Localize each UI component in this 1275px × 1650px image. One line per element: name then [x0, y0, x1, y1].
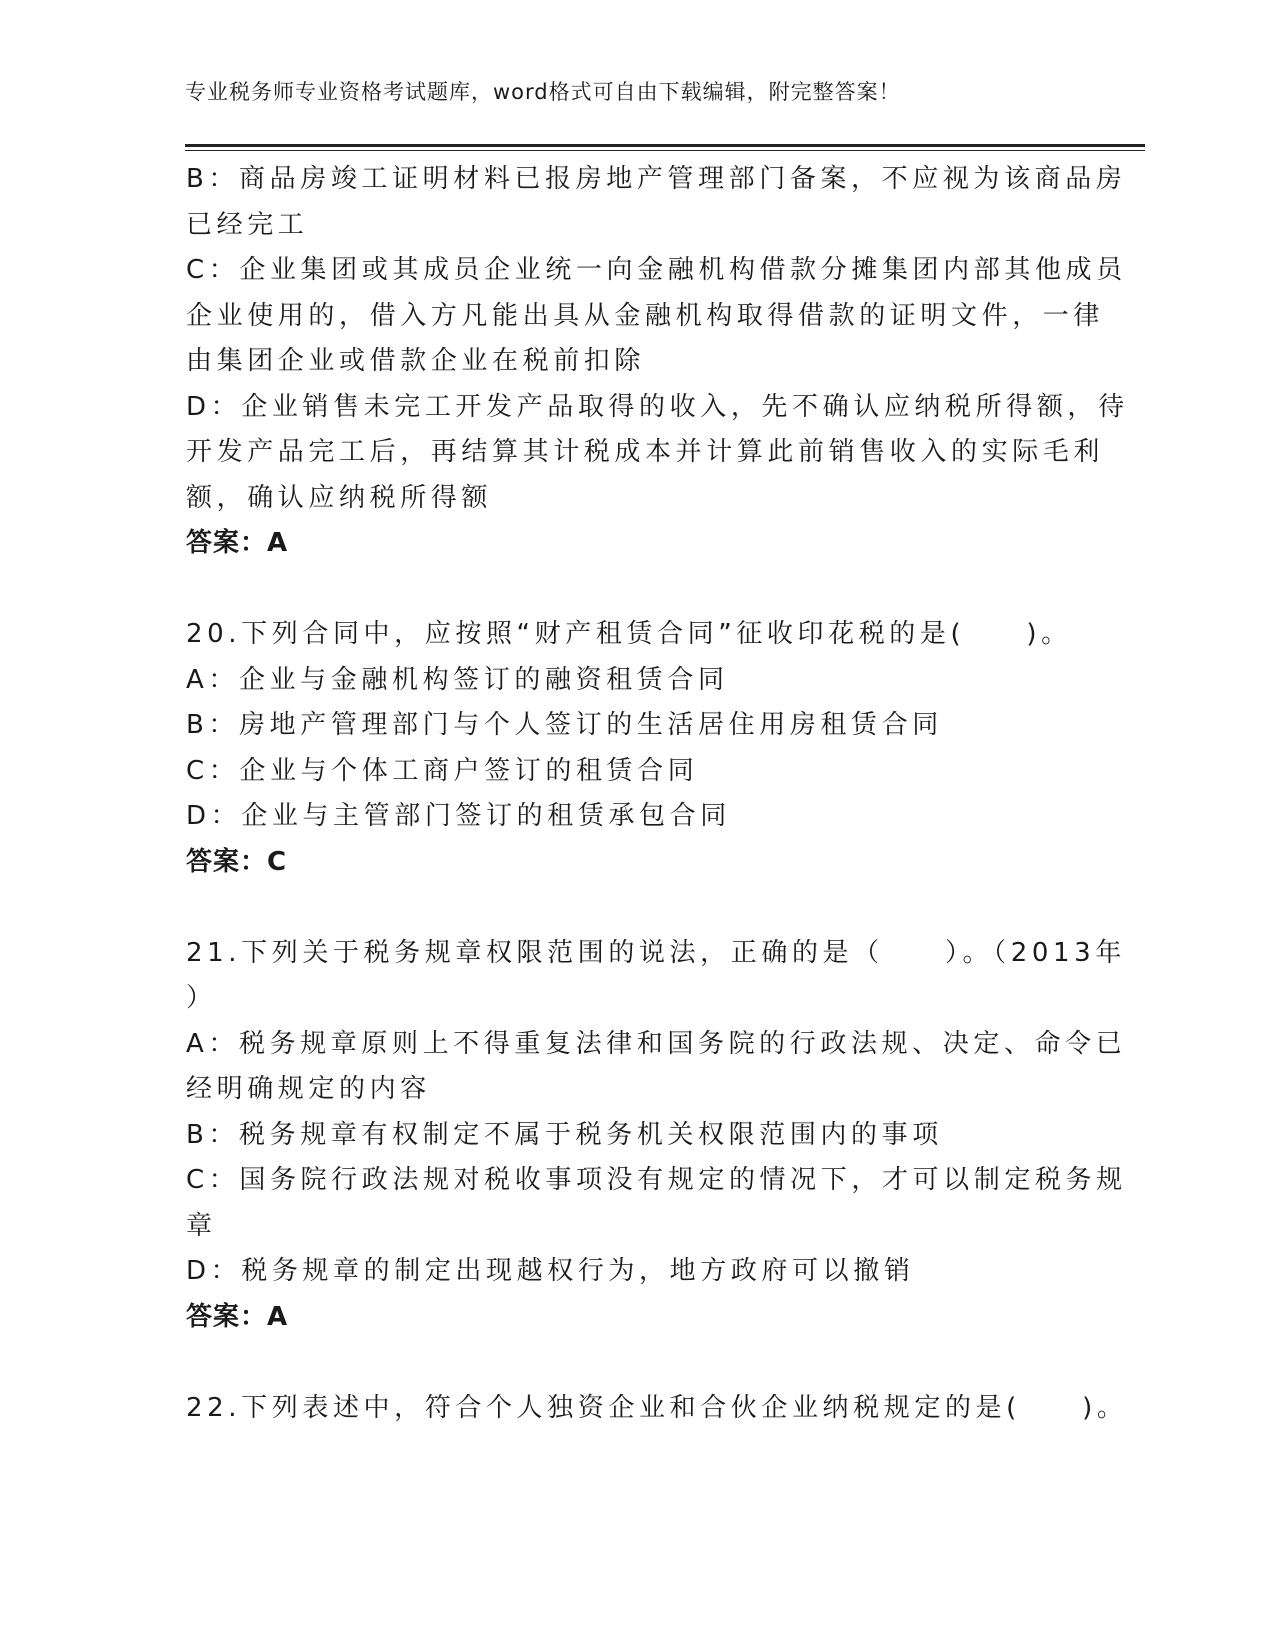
option-line: 开发产品完工后，再结算其计税成本并计算此前销售收入的实际毛利 — [186, 437, 1105, 467]
option-line: 经明确规定的内容 — [186, 1074, 431, 1104]
answer-line: 答案：C — [186, 846, 288, 877]
option-line: C：企业集团或其成员企业统一向金融机构借款分摊集团内部其他成员 — [186, 255, 1127, 285]
answer-line: 答案：A — [186, 1301, 289, 1332]
question-block — [186, 157, 1129, 567]
header-divider — [185, 144, 1145, 147]
option-line: C：企业与个体工商户签订的租赁合同 — [186, 755, 699, 786]
option-line: 企业使用的，借入方凡能出具从金融机构取得借款的证明文件，一律 — [186, 300, 1105, 331]
answer-line: 答案：A — [186, 528, 289, 558]
option-line: A：企业与金融机构签订的融资租赁合同 — [186, 664, 729, 695]
option-line: C：国务院行政法规对税收事项没有规定的情况下，才可以制定税务规 — [186, 1165, 1127, 1195]
option-line: D：企业销售未完工开发产品取得的收入，先不确认应纳税所得额，待 — [186, 391, 1129, 422]
option-line: D：企业与主管部门签订的租赁承包合同 — [186, 801, 731, 831]
spacer — [186, 567, 1066, 613]
question-block — [186, 931, 1127, 1341]
option-line: 由集团企业或借款企业在税前扣除 — [186, 346, 646, 376]
header-divider-thin — [185, 150, 1145, 151]
question-stem: ） — [186, 983, 217, 1013]
option-line: 已经完工 — [186, 209, 309, 240]
spacer — [186, 885, 1066, 931]
question-stem: 20.下列合同中，应按照“财产租赁合同”征收印花税的是( )。 — [186, 619, 1072, 649]
question-stem: 22.下列表述中，符合个人独资企业和合伙企业纳税规定的是( )。 — [186, 1392, 1128, 1423]
question-block — [186, 1386, 1128, 1432]
option-line: 额，确认应纳税所得额 — [186, 482, 493, 513]
option-line: A：税务规章原则上不得重复法律和国务院的行政法规、决定、命令已 — [186, 1028, 1127, 1059]
spacer — [186, 1340, 1066, 1386]
option-line: D：税务规章的制定出现越权行为，地方政府可以撤销 — [186, 1256, 915, 1286]
option-line: B：商品房竣工证明材料已报房地产管理部门备案，不应视为该商品房 — [186, 164, 1127, 194]
option-line: B：房地产管理部门与个人签订的生活居住用房租赁合同 — [186, 710, 943, 740]
page-header: 专业税务师专业资格考试题库，word格式可自由下载编辑，附完整答案！ — [185, 80, 901, 104]
document-body — [186, 157, 1129, 1431]
option-line: 章 — [186, 1210, 217, 1241]
question-block — [186, 612, 1072, 885]
question-stem: 21.下列关于税务规章权限范围的说法，正确的是（ ）。（2013年 — [186, 937, 1126, 968]
option-line: B：税务规章有权制定不属于税务机关权限范围内的事项 — [186, 1119, 943, 1150]
